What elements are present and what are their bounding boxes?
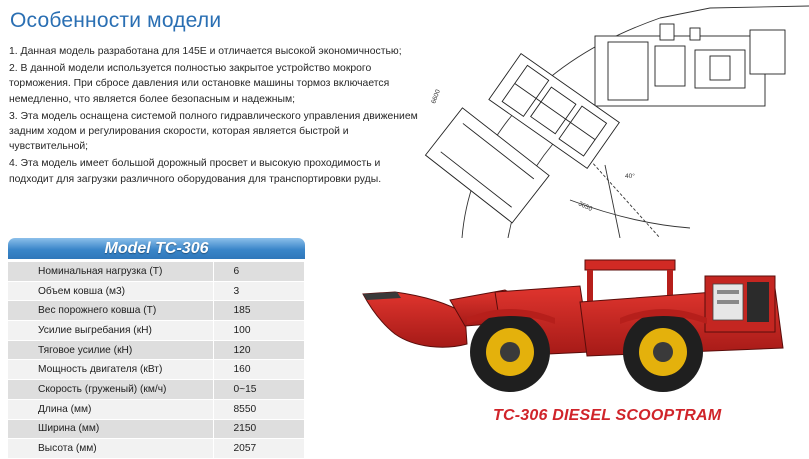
table-row — [8, 399, 304, 419]
front-wheel — [470, 312, 550, 392]
model-caption: TC-306 DIESEL SCOOPTRAM — [493, 407, 722, 424]
spec-value: 2057 — [213, 439, 304, 459]
spec-name: Мощность двигателя (кВт) — [8, 360, 213, 380]
table-row — [8, 360, 304, 380]
turning-radius-diagram — [410, 0, 809, 238]
specs-table — [8, 262, 304, 459]
rear-wheel — [623, 312, 703, 392]
spec-value: 100 — [213, 321, 304, 341]
spec-name: Номинальная нагрузка (Т) — [8, 262, 213, 281]
feature-item: 4. Эта модель имеет большой дорожный просвет и высокую проходимость и подходит для загрузки различного оборудования для транспортировки руды. — [9, 158, 382, 185]
model-banner: Model TC-306 — [8, 238, 305, 259]
spec-name: Усилие выгребания (кН) — [8, 321, 213, 341]
spec-value: 0~15 — [213, 380, 304, 400]
spec-value: 6 — [213, 262, 304, 281]
angle-label: 40° — [625, 173, 635, 180]
spec-value: 185 — [213, 301, 304, 321]
feature-list — [9, 44, 419, 189]
spec-value: 3 — [213, 281, 304, 301]
table-row — [8, 281, 304, 301]
machine-plan-view — [425, 24, 785, 223]
scooptram-illustration — [355, 252, 795, 404]
spec-value: 2150 — [213, 419, 304, 439]
table-row — [8, 439, 304, 459]
table-row — [8, 321, 304, 341]
dimension-label-outer: 6600 — [430, 88, 442, 105]
page-title: Особенности модели — [10, 9, 222, 32]
table-row — [8, 380, 304, 400]
spec-value: 160 — [213, 360, 304, 380]
spec-value: 8550 — [213, 399, 304, 419]
table-row — [8, 340, 304, 360]
canopy-roof — [585, 260, 675, 270]
table-row — [8, 301, 304, 321]
feature-item: 3. Эта модель оснащена системой полного гидравлического управления движением задним ходом и регулирования скорости, которая является быстрой и чувствительной; — [9, 110, 418, 153]
spec-name: Скорость (груженый) (км/ч) — [8, 380, 213, 400]
spec-name: Тяговое усилие (кН) — [8, 340, 213, 360]
feature-item: 2. В данной модели используется полностью закрытое устройство мокрого торможения. При сбросе давления или остановке машины тормоз включается немедленно, что является более безопасным и надежным; — [9, 63, 390, 105]
spec-name: Длина (мм) — [8, 399, 213, 419]
dimension-label-inner: 3650 — [577, 200, 594, 213]
table-row — [8, 419, 304, 439]
feature-item: 1. Данная модель разработана для 145E и отличается высокой экономичностью; — [9, 46, 402, 57]
table-row — [8, 262, 304, 281]
spec-name: Ширина (мм) — [8, 419, 213, 439]
spec-name: Вес порожнего ковша (Т) — [8, 301, 213, 321]
spec-name: Объем ковша (м3) — [8, 281, 213, 301]
spec-name: Высота (мм) — [8, 439, 213, 459]
spec-value: 120 — [213, 340, 304, 360]
